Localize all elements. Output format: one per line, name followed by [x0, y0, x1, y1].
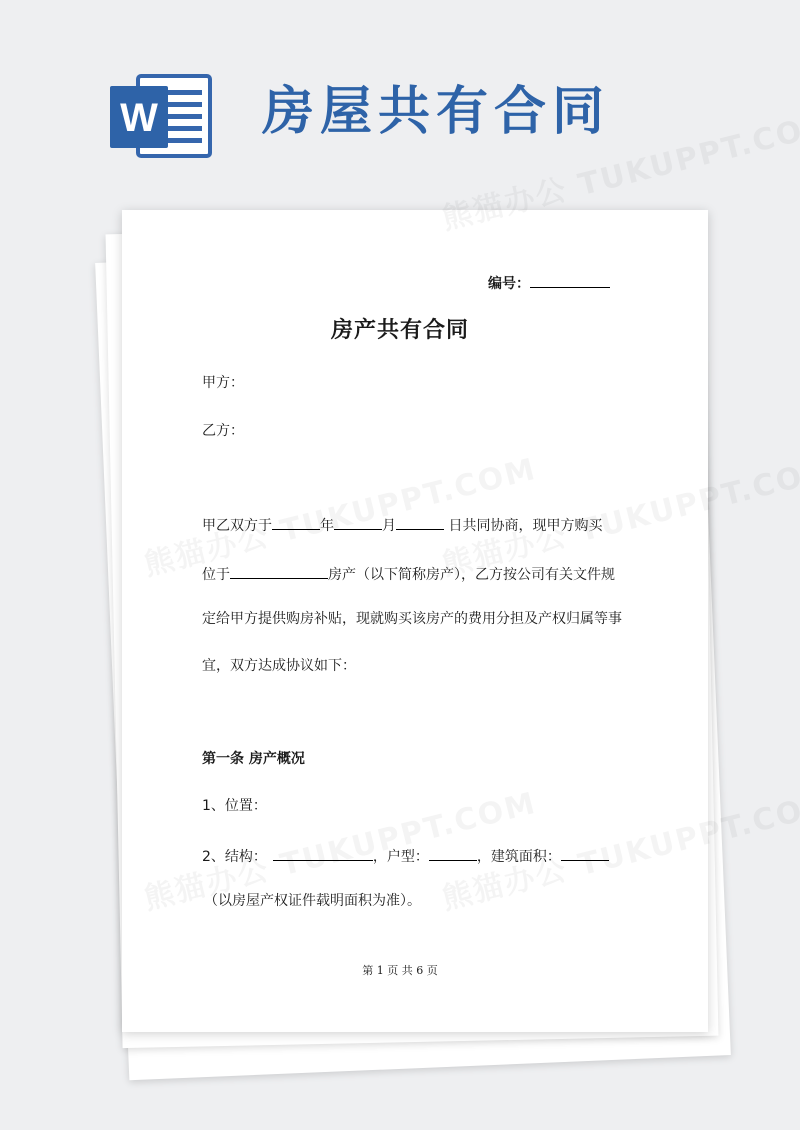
paragraph-4: 宜，双方达成协议如下： — [202, 658, 356, 674]
section-1-title: 第一条 房产概况 — [202, 751, 305, 767]
party-b-label: 乙方： — [202, 423, 244, 439]
item-2-structure: 2、结构： ，户型： ，建筑面积： — [202, 848, 609, 864]
paragraph-2: 位于 房产（以下简称房产），乙方按公司有关文件规 — [202, 567, 615, 583]
party-a-label: 甲方： — [202, 375, 244, 391]
word-logo-letter: W — [120, 96, 158, 140]
word-logo-icon — [110, 72, 214, 160]
document-number-blank — [530, 275, 610, 288]
document-number-label: 编号： — [488, 276, 530, 292]
document-number — [488, 275, 610, 291]
page-footer: 第 1 页 共 6 页 — [362, 964, 438, 977]
paragraph-1: 甲乙双方于 年 月 日共同协商，现甲方购买 — [202, 518, 603, 534]
item-2-note: （以房屋产权证件载明面积为准）。 — [204, 893, 421, 909]
paragraph-3: 定给甲方提供购房补贴，现就购买该房产的费用分担及产权归属等事 — [202, 611, 622, 627]
item-1-location: 1、位置： — [202, 798, 267, 814]
header-title: 房屋共有合同 — [262, 82, 611, 142]
document-title: 房产共有合同 — [330, 318, 469, 343]
